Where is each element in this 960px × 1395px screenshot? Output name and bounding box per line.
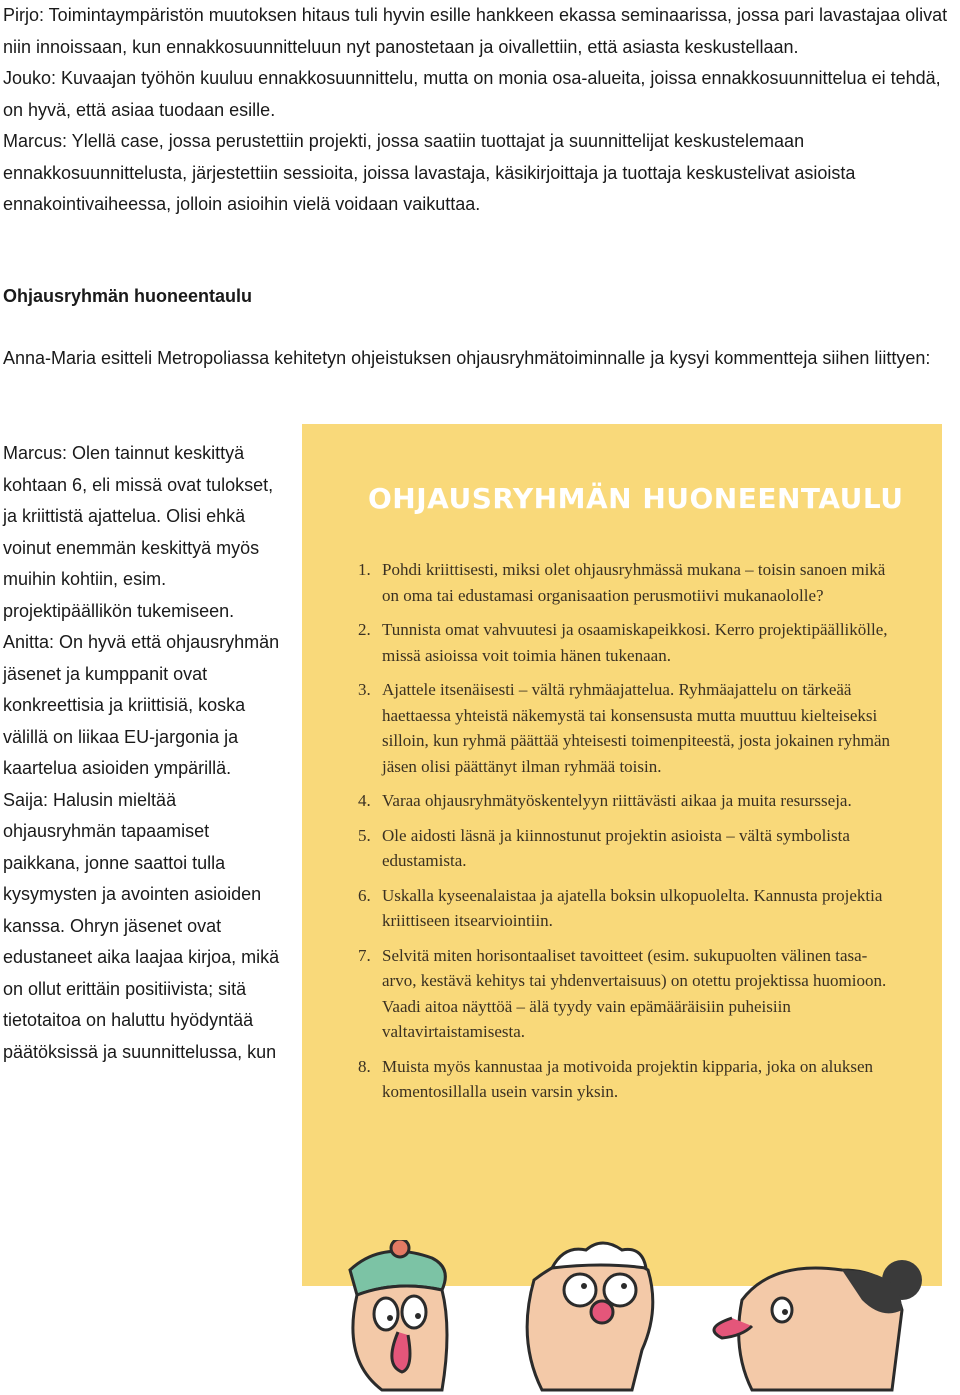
poster-item (358, 823, 898, 874)
section-heading: Ohjausryhmän huoneentaulu (3, 286, 253, 306)
poster-item (358, 943, 898, 1045)
poster-item-text: Muista myös kannustaa ja motivoida projektin kipparia, joka on aluksen komentosillalla usein varsin yksin. (382, 1056, 874, 1101)
poster-item-text: Uskalla kyseenalaistaa ja ajatella boksin ulkopuolelta. Kannusta projektia kriittiseen itsearviointiin. (382, 885, 883, 930)
comment-anitta: Anitta: On hyvä että ohjausryhmän jäsenet ja kumppanit ovat konkreettisia ja kriittisiä, koska välillä on liikaa EU-jargonia ja kaartelua asioiden ympärillä. (3, 632, 280, 778)
cartoon-face-left (350, 1240, 447, 1390)
cartoon-faces-illustration (302, 1240, 942, 1395)
poster-item-text: Tunnista omat vahvuutesi ja osaamiskapeikkosi. Kerro projektipäällikölle, missä asioissa voit toimia hänen tukenaan. (382, 620, 888, 665)
poster-item-number: 1. (358, 560, 371, 579)
poster-item-number: 8. (358, 1056, 371, 1076)
comment-marcus: Marcus: Olen tainnut keskittyä kohtaan 6, eli missä ovat tulokset, ja kriittistä ajattelua. Olisi ehkä voinut enemmän keskittyä myös muihin kohtiin, esim. projektipäällikön tukemiseen. (3, 443, 274, 621)
comment-saija: Saija: Halusin mieltää ohjausryhmän tapaamiset paikkana, jonne saattoi tulla kysymysten ja avointen asioiden kanssa. Ohryn jäsenet ovat edustaneet aika laajaa kirjoa, mikä on ollut erittäin positiivista; sitä tietotaitoa on haluttu hyödyntää päätöksissä ja suunnittelussa, kun (3, 789, 280, 1062)
poster-item-number: 6. (358, 885, 371, 905)
poster-item-text: Selvitä miten horisontaaliset tavoitteet (esim. sukupuolten välinen tasa-arvo, kestävä kehitys tai yhdenvertaisuus) on otettu projektissa huomioon. Vaadi aitoa näyttöä – älä tyydy vain epämääräisiin puheisiin valtavirtaistamisesta. (382, 945, 887, 1041)
poster-item (358, 883, 898, 934)
poster-item (358, 1054, 898, 1105)
poster-item-text: Ole aidosti läsnä ja kiinnostunut projektin asioista – vältä symbolista edustamista. (382, 825, 850, 870)
poster-item-number: 7. (358, 945, 371, 965)
poster-item (358, 788, 898, 814)
poster-item-text: Pohdi kriittisesti, miksi olet ohjausryhmässä mukana – toisin sanoen mikä on oma tai edustamasi organisaation perusmotiivi mukanaololle? (382, 560, 886, 605)
intro-paragraph: Anna-Maria esitteli Metropoliassa kehitetyn ohjeistuksen ohjausryhmätoiminnalle ja kysyi kommentteja siihen liittyen: (3, 348, 931, 368)
poster-item-number: 3. (358, 680, 371, 699)
poster-image (302, 424, 942, 1286)
poster-title: OHJAUSRYHMÄN HUONEENTAULU (368, 482, 904, 515)
paragraph-marcus: Marcus: Ylellä case, jossa perustettiin projekti, jossa saatiin tuottajat ja suunnittelijat keskustelemaan ennakkosuunnittelusta, järjestettiin sessioita, joissa lavastaja, käsikirjoittaja ja tuottaja keskustelivat asioista ennakointivaiheessa, jolloin asioihin vielä voidaan vaikuttaa. (3, 131, 856, 214)
poster-item (358, 677, 898, 779)
poster-item-number: 2. (358, 620, 371, 639)
paragraph-pirjo: Pirjo: Toimintaympäristön muutoksen hitaus tuli hyvin esille hankkeen ekassa seminaarissa, jossa pari lavastajaa olivat niin innoissaan, kun ennakkosuunnitteluun nyt panostetaan ja oivallettiin, että asiasta keskustellaan. (3, 5, 948, 57)
poster-list (358, 557, 898, 1114)
poster-item-text: Varaa ohjausryhmätyöskentelyyn riittävästi aikaa ja muita resursseja. (382, 791, 852, 810)
cartoon-face-middle (527, 1243, 653, 1390)
comments-column (3, 438, 288, 1068)
poster-item (358, 557, 898, 608)
cartoon-face-right (714, 1260, 922, 1390)
poster-item-number: 4. (358, 791, 371, 810)
paragraph-jouko: Jouko: Kuvaajan työhön kuuluu ennakkosuunnittelu, mutta on monia osa-alueita, joissa ennakkosuunnittelua ei tehdä, on hyvä, että asiaa tuodaan esille. (3, 68, 941, 120)
poster-item-text: Ajattele itsenäisesti – vältä ryhmäajattelua. Ryhmäajattelu on tärkeää haettaessa yhteistä näkemystä tai konsensusta mutta muuttuu kielteiseksi silloin, kun ryhmä päättää yhteisesti toimenpiteestä, josta jokainen ryhmän jäsen olisi päättänyt ilman ryhmää toisin. (382, 680, 890, 776)
poster-item (358, 617, 898, 668)
poster-item-number: 5. (358, 825, 371, 845)
top-discussion (3, 0, 958, 221)
